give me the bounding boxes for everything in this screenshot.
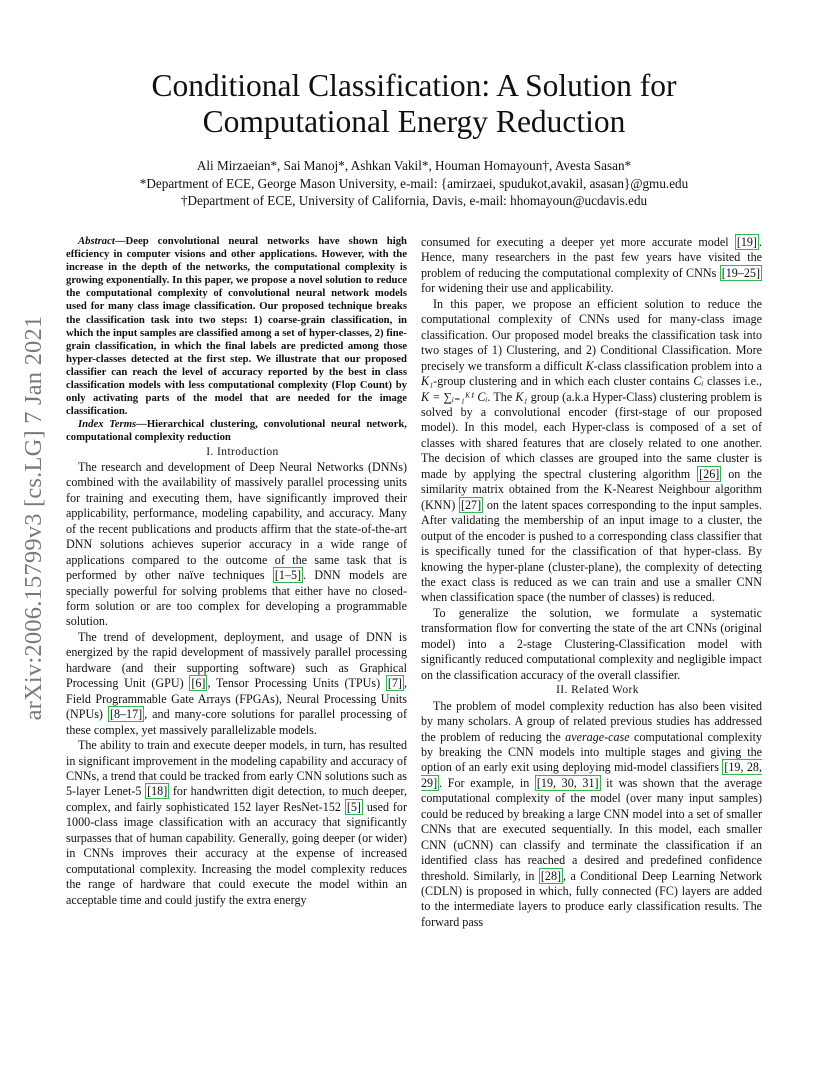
text-run: group (a.k.a Hyper-Class) clustering problem is solved by a convolutional encoder (first-stage of our proposed model). In this model, each Hyper-class is composed of a set of classes with shared features that are closely related to one another. The decision of which classes are grouped into the same cluster is made by applying the spectral clustering algorithm [421, 389, 762, 481]
citation-link[interactable]: [19, 30, 31] [536, 775, 599, 790]
math-symbol: K₁ [421, 374, 434, 389]
arxiv-identifier: arXiv:2006.15799v3 [cs.LG] 7 Jan 2021 [20, 315, 47, 721]
text-run: it was shown that the average computational complexity of the model (over many input samples) could be reduced by breaking a large CNN model into a set of smaller CNNs that are executed sequentially. In this model, each smaller CNN (uCNN) can classify and terminate the classification if an identified class has reached a desired and predefined confidence threshold. Similarly, in [421, 775, 762, 883]
section-heading-related-work: II. Related Work [556, 684, 639, 697]
intro-paragraph-5: To generalize the solution, we formulate a systematic transformation flow for converting the state of the art CNNs (original model) into a 2-stage Clustering-Classification model with significantly reduced computational complexity and negligible impact on the classification accuracy of the overall classifier. [421, 605, 762, 682]
citation-link[interactable]: [7] [387, 676, 402, 691]
title-line-2: Computational Energy Reduction [202, 104, 626, 139]
citation-link[interactable]: [5] [346, 799, 361, 814]
abstract-label: Abstract [78, 235, 115, 247]
left-column [66, 235, 407, 908]
citation-link[interactable]: [18] [147, 784, 168, 799]
index-terms-label: Index Terms [78, 418, 137, 431]
citation-link[interactable]: [19, 28, 29] [421, 760, 762, 790]
index-terms-text: —Hierarchical clustering, convolutional neural network, computational complexity reduction [66, 418, 407, 444]
text-run: The research and development of Deep Neural Networks (DNNs) combined with the availability of massively parallel processing units for training and executing them, have significantly improved their applicability, performance, modeling capability, and accuracy. Many of the recent publications and products affirm that the state-of-the-art DNN solutions achieves superior accuracy in a wide range of applications compared to the outcome of the same task that is performed by other naïve techniques [66, 459, 407, 583]
text-run: on the latent spaces corresponding to the input samples. After validating the membership of an input image to a cluster, the output of the encoder is pushed to a corresponding class classifier that is specifically tuned for the classification of that hyper-class. By knowing the hyper-plane (cluster-plane), the complexity of detecting the exact class is reduced as we can train and use a smaller CNN when classification space (the number of classes) is reduced. [421, 497, 763, 605]
intro-paragraph-2 [66, 630, 407, 738]
abstract [66, 235, 407, 418]
intro-paragraph-4 [421, 297, 762, 606]
related-paragraph-1 [421, 699, 762, 931]
text-run: The problem of model complexity reduction has also been visited by many scholars. A group of related previous studies has addressed the problem of reducing the [421, 698, 762, 744]
citation-link[interactable]: [8–17] [109, 707, 143, 722]
affiliation-2: †Department of ECE, University of California, Davis, e-mail: hhomayoun@ucdavis.edu [180, 193, 648, 208]
text-run: The ability to train and execute deeper models, in turn, has resulted in significant improvement in the modeling capability and accuracy of CNNs, a trend that could be tracked from early CNN solutions such as 5-layer Lenet-5 [66, 738, 407, 799]
text-run: . Hence, many researchers in the past few years have visited the problem of reducing the computational complexity of CNNs [421, 235, 762, 280]
citation-link[interactable]: [27] [460, 497, 482, 512]
affiliation-1: *Department of ECE, George Mason University, e-mail: {amirzaei, spudukot,avakil, asasan}@gmu.edu [139, 175, 689, 191]
text-run: . DNN models are specially powerful for solving problems that either have no closed-form solution or are too complex for developing a programmable solution. [66, 568, 407, 629]
citation-link[interactable]: [1–5] [274, 568, 302, 583]
abstract-text: —Deep convolutional neural networks have shown high efficiency in computer visions and other applications. However, with the increase in the depth of the networks, the computational complexity is growing exponentially. In this paper, we propose a novel solution to reduce the computational complexity of convolutional neural network models used for many class image classification. Our proposed technique breaks the classification task into two steps: 1) coarse-grain classification, in which the input samples are classified among a set of hyper-classes, 2) fine-grain classification, in which the final labels are predicted among those hyper-classes detected at the first step. We illustrate that our proposed classifier can reach the level of accuracy reported by the best in class classification models with less computational complexity (Flop Count) by only activating parts of the model that are needed for the image classification. [66, 235, 407, 418]
text-run: . For example, in [439, 775, 535, 790]
text-run: -group clustering and in which each cluster contains [433, 374, 694, 389]
math-symbol: K₁ [515, 389, 528, 404]
text-run: computational complexity by breaking the CNN models into multiple stages and giving the option of an early exit using deploying mid-model classifiers [421, 729, 762, 775]
text-run: In this paper, we propose an efficient solution to reduce the computational complexity of CNNs used for many-class image classification. Our proposed model breaks the classification task into two stages of 1) Clustering, and 2) Conditional Classification. More precisely we transform a difficult [421, 296, 762, 373]
citation-link[interactable]: [19–25] [721, 265, 760, 280]
text-run: classes i.e., [703, 374, 762, 389]
citation-link[interactable]: [28] [540, 868, 562, 883]
author-block [60, 157, 768, 210]
intro-paragraph-3-continued [421, 235, 762, 297]
math-formula: K = ∑ᵢ₌₁ᴷ¹ Cᵢ [421, 389, 488, 404]
text-run: for handwritten digit detection, to much deeper, complex, and fairly sophisticated 152 layer ResNet-152 [66, 784, 407, 814]
text-run: -class classification problem into a [593, 358, 763, 373]
math-symbol: K [585, 358, 594, 373]
intro-paragraph-3 [66, 738, 407, 908]
arxiv-side-stamp [14, 278, 54, 758]
text-run: , Field Programmable Gate Arrays (FPGAs), Neural Processing Units (NPUs) [66, 676, 407, 722]
text-run: , a Conditional Deep Learning Network (CDLN) is proposed in which, fully connected (FC) layers are added to the intermediate layers to produce early classification results. The forward pass [421, 868, 763, 929]
section-heading-introduction: I. Introduction [206, 445, 279, 458]
text-run: on the similarity matrix obtained from the K-Nearest Neighbour algorithm (KNN) [421, 466, 762, 512]
text-run: consumed for executing a deeper yet more accurate model [421, 235, 735, 249]
text-run: The trend of development, deployment, and usage of DNN is energized by the rapid development of massively parallel processing hardware (and their supporting software) such as Graphical Processing Unit (GPU) [66, 629, 407, 691]
intro-paragraph-1 [66, 460, 407, 630]
author-names: Ali Mirzaeian*, Sai Manoj*, Ashkan Vakil*, Houman Homayoun†, Avesta Sasan* [196, 158, 632, 173]
emphasis-text: average-case [565, 729, 630, 744]
citation-link[interactable]: [6] [191, 676, 206, 691]
index-terms [66, 418, 407, 444]
title-line-1: Conditional Classification: A Solution for [151, 68, 677, 103]
text-run: , Tensor Processing Units (TPUs) [207, 676, 386, 691]
text-run: , and many-core solutions for parallel processing of these complex, yet massively parallelizable models. [66, 707, 407, 737]
text-run: . The [487, 389, 516, 404]
citation-link[interactable]: [19] [736, 235, 757, 249]
right-column [421, 235, 762, 930]
text-run: used for 1000-class image classification with an accuracy that significantly surpasses that of human capability. Generally, going deeper (or wider) in CNNs improves their accuracy at the expense of increased computational complexity. Increasing the model complexity reduces the range of hardware that could execute the model within an acceptable time and could justify the extra energy [66, 799, 407, 907]
text-run: for widening their use and applicability. [421, 281, 614, 296]
paper-title [60, 68, 768, 140]
citation-link[interactable]: [26] [699, 466, 720, 481]
math-symbol: Cᵢ [693, 374, 704, 389]
